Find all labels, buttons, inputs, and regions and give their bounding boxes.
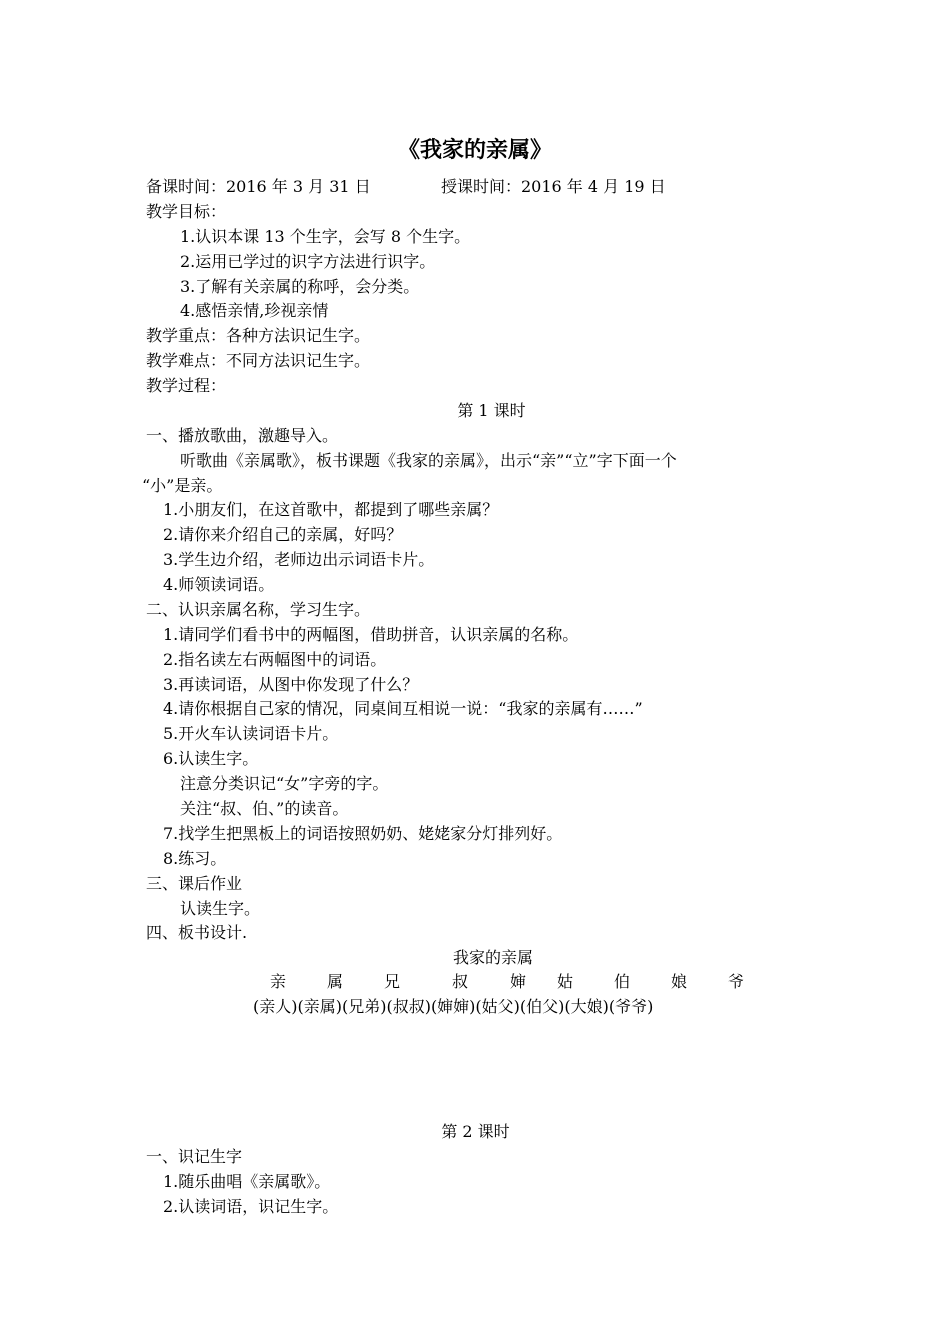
list-item: 4.请你根据自己家的情况，同桌间互相说一说：“我家的亲属有……” (163, 699, 643, 718)
goal-item: 3.了解有关亲属的称呼，会分类。 (180, 277, 420, 296)
list-item: 2.指名读左右两幅图中的词语。 (163, 650, 387, 669)
goal-item: 2.运用已学过的识字方法进行识字。 (180, 252, 436, 271)
list-item: 1.请同学们看书中的两幅图，借助拼音，认识亲属的名称。 (163, 625, 579, 644)
section-heading: 一、播放歌曲，激趣导入。 (146, 426, 339, 445)
prep-date: 备课时间：2016 年 3 月 31 日 (146, 177, 371, 196)
list-item: 1.随乐曲唱《亲属歌》。 (163, 1172, 331, 1191)
section-heading: 三、课后作业 (146, 874, 243, 893)
list-item: 5.开火车认读词语卡片。 (163, 724, 339, 743)
paragraph-line: “小”是亲。 (142, 476, 223, 495)
list-item: 2.认读词语，识记生字。 (163, 1197, 339, 1216)
process-heading: 教学过程： (146, 376, 227, 395)
board-char: 爷 (728, 972, 745, 991)
board-title: 我家的亲属 (452, 948, 533, 967)
list-item: 4.师领读词语。 (163, 575, 275, 594)
goals-heading: 教学目标： (146, 202, 227, 221)
board-chars-row (0, 972, 950, 994)
section-heading: 一、识记生字 (146, 1147, 243, 1166)
board-char: 娘 (671, 972, 688, 991)
board-char: 婶 (510, 972, 527, 991)
goal-item: 4.感悟亲情,珍视亲情 (180, 301, 329, 320)
board-char: 亲 (270, 972, 287, 991)
board-char: 兄 (384, 972, 401, 991)
lesson1-heading: 第 1 课时 (457, 401, 526, 420)
list-item: 6.认读生字。 (163, 749, 259, 768)
note-line: 关注“叔、伯、”的读音。 (180, 799, 349, 818)
teach-date: 授课时间：2016 年 4 月 19 日 (441, 177, 666, 196)
list-item: 1.小朋友们，在这首歌中，都提到了哪些亲属？ (163, 500, 499, 519)
list-item: 3.学生边介绍，老师边出示词语卡片。 (163, 550, 435, 569)
board-char: 伯 (614, 972, 631, 991)
board-char: 叔 (452, 972, 469, 991)
note-line: 注意分类识记“女”字旁的字。 (180, 774, 389, 793)
difficulty: 教学难点：不同方法识记生字。 (146, 351, 371, 370)
board-char: 属 (327, 972, 344, 991)
goal-item: 1.认识本课 13 个生字，会写 8 个生字。 (180, 227, 471, 246)
list-item: 7.找学生把黑板上的词语按照奶奶、姥姥家分灯排列好。 (163, 824, 563, 843)
section-heading: 二、认识亲属名称，学习生字。 (146, 600, 371, 619)
list-item: 3.再读词语，从图中你发现了什么？ (163, 675, 419, 694)
document-title: 《我家的亲属》 (397, 137, 552, 163)
board-char: 姑 (557, 972, 574, 991)
lesson2-heading: 第 2 课时 (441, 1122, 510, 1141)
paragraph-line: 听歌曲《亲属歌》，板书课题《我家的亲属》，出示“亲”“立”字下面一个 (180, 451, 677, 470)
list-item: 8.练习。 (163, 849, 227, 868)
homework-text: 认读生字。 (180, 899, 261, 918)
list-item: 2.请你来介绍自己的亲属，好吗？ (163, 525, 403, 544)
section-heading: 四、板书设计. (146, 923, 248, 942)
key-point: 教学重点：各种方法识记生字。 (146, 326, 371, 345)
board-words: (亲人)(亲属)(兄弟)(叔叔)(婶婶)(姑父)(伯父)(大娘)(爷爷) (253, 997, 654, 1016)
